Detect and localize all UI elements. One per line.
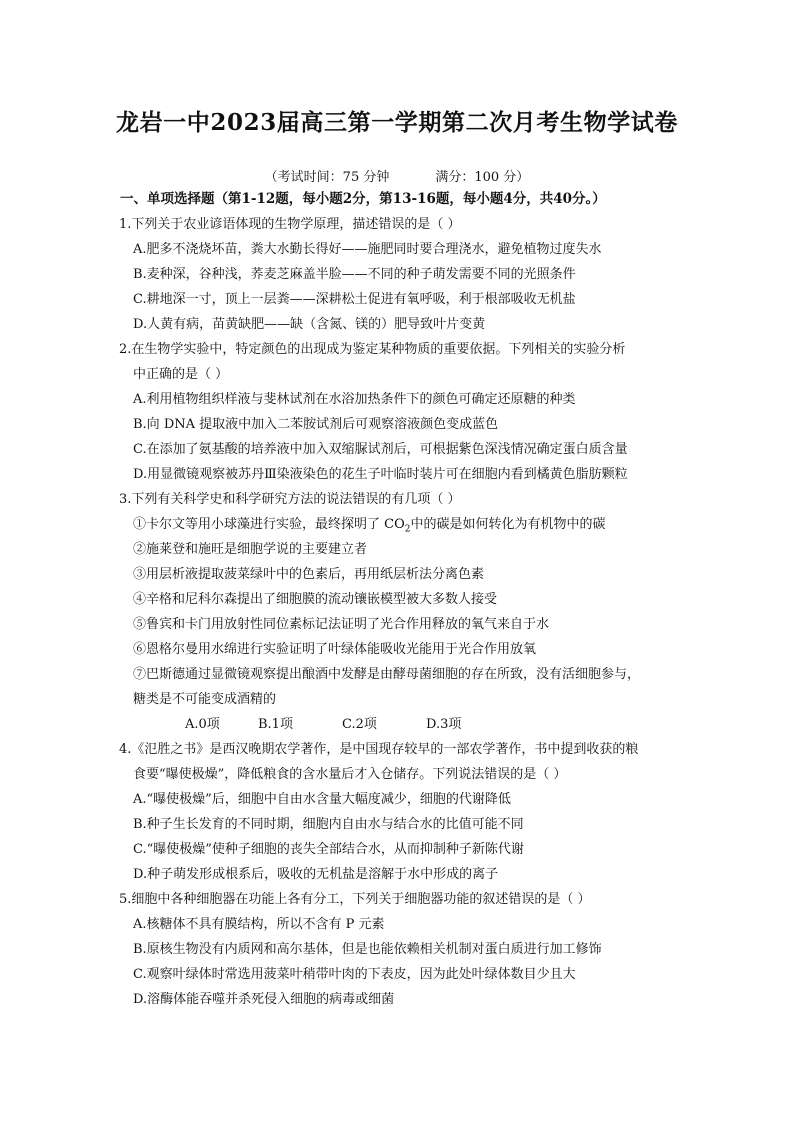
- q4-option-d: D.种子萌发形成根系后，吸收的无机盐是溶解于水中形成的离子: [133, 867, 499, 882]
- q5-option-b: B.原核生物没有内质网和高尔基体，但是也能依赖相关机制对蛋白质进行加工修饰: [133, 942, 602, 957]
- q3-statement-5: ⑤鲁宾和卡门用放射性同位素标记法证明了光合作用释放的氧气来自于水: [133, 617, 550, 632]
- q1-option-c: C.耕地深一寸，顶上一层粪——深耕松土促进有氧呼吸，利于根部吸收无机盐: [133, 292, 576, 307]
- q1-option-a: A.肥多不浇烧坏苗，粪大水勤长得好——施肥同时要合理浇水，避免植物过度失水: [133, 242, 602, 257]
- q1-option-b: B.麦种深，谷种浅，荞麦芝麻盖半脸——不同的种子萌发需要不同的光照条件: [133, 267, 576, 282]
- exam-time: （考试时间：75 分钟: [264, 170, 390, 185]
- q3-stem: 3.下列有关科学史和科学研究方法的说法错误的有几项（ ）: [119, 492, 461, 507]
- q4-option-a: A.“曝使极燥”后，细胞中自由水含量大幅度减少，细胞的代谢降低: [133, 792, 511, 807]
- q3-statement-6: ⑥恩格尔曼用水绵进行实验证明了叶绿体能吸收光能用于光合作用放氧: [133, 642, 537, 657]
- q5-option-c: C.观察叶绿体时常选用菠菜叶稍带叶肉的下表皮，因为此处叶绿体数目少且大: [133, 967, 576, 982]
- q3-statement-7-line2: 糖类是不可能变成酒精的: [133, 692, 277, 707]
- q3-option-a: A.0项: [185, 717, 220, 732]
- q4-option-c: C.“曝使极燥”使种子细胞的丧失全部结合水，从而抑制种子新陈代谢: [133, 842, 524, 857]
- q3-statement-1: ①卡尔文等用小球藻进行实验，最终探明了 $CO_2$中的碳是如何转化为有机物中的碳: [133, 517, 606, 535]
- q5-option-a: A.核糖体不具有膜结构，所以不含有 P 元素: [133, 917, 385, 932]
- exam-title: 龙岩一中2023届高三第一学期第二次月考生物学试卷: [115, 109, 678, 136]
- q2-option-b: B.向 DNA 提取液中加入二苯胺试剂后可观察溶液颜色变成蓝色: [133, 417, 499, 432]
- section-heading: 一、单项选择题（第1-12题，每小题2分，第13-16题，每小题4分，共40分。）: [120, 191, 606, 207]
- q5-stem: 5.细胞中各种细胞器在功能上各有分工，下列关于细胞器功能的叙述错误的是（ ）: [119, 892, 591, 907]
- q3-option-b: B.1项: [258, 717, 293, 732]
- q2-option-c: C.在添加了氨基酸的培养液中加入双缩脲试剂后，可根据紫色深浅情况确定蛋白质含量: [133, 442, 628, 457]
- q1-option-d: D.人黄有病，苗黄缺肥——缺（含氮、镁的）肥导致叶片变黄: [133, 317, 486, 332]
- q2-option-a: A.利用植物组织样液与斐林试剂在水浴加热条件下的颜色可确定还原糖的种类: [133, 392, 576, 407]
- q3-statement-7-line1: ⑦巴斯德通过显微镜观察提出酿酒中发酵是由酵母菌细胞的存在所致，没有活细胞参与，: [133, 667, 641, 682]
- exam-score: 满分：100 分）: [435, 170, 530, 185]
- q4-stem-line1: 4.《氾胜之书》是西汉晚期农学著作，是中国现存较早的一部农学著作，书中提到收获的粮: [119, 742, 639, 757]
- exam-info: [0, 166, 794, 185]
- q2-stem-line1: 2.在生物学实验中，特定颜色的出现成为鉴定某种物质的重要依据。下列相关的实验分析: [119, 342, 626, 357]
- q4-option-b: B.种子生长发育的不同时期，细胞内自由水与结合水的比值可能不同: [133, 817, 524, 832]
- q3-option-d: D.3项: [426, 717, 462, 732]
- q3-statement-3: ③用层析液提取菠菜绿叶中的色素后，再用纸层析法分离色素: [133, 567, 485, 582]
- q4-stem-line2: 食要“曝使极燥”，降低粮食的含水量后才入仓储存。下列说法错误的是（ ）: [133, 767, 567, 782]
- q1-stem: 1.下列关于农业谚语体现的生物学原理，描述错误的是（ ）: [119, 217, 461, 232]
- q3-option-c: C.2项: [342, 717, 377, 732]
- q3-statement-4: ④辛格和尼科尔森提出了细胞膜的流动镶嵌模型被大多数人接受: [133, 592, 498, 607]
- q2-stem-line2: 中正确的是（ ）: [133, 367, 229, 382]
- q3-statement-2: ②施莱登和施旺是细胞学说的主要建立者: [133, 542, 368, 557]
- q5-option-d: D.溶酶体能吞噬并杀死侵入细胞的病毒或细菌: [133, 992, 395, 1007]
- q2-option-d: D.用显微镜观察被苏丹Ⅲ染液染色的花生子叶临时装片可在细胞内看到橘黄色脂肪颗粒: [133, 467, 628, 482]
